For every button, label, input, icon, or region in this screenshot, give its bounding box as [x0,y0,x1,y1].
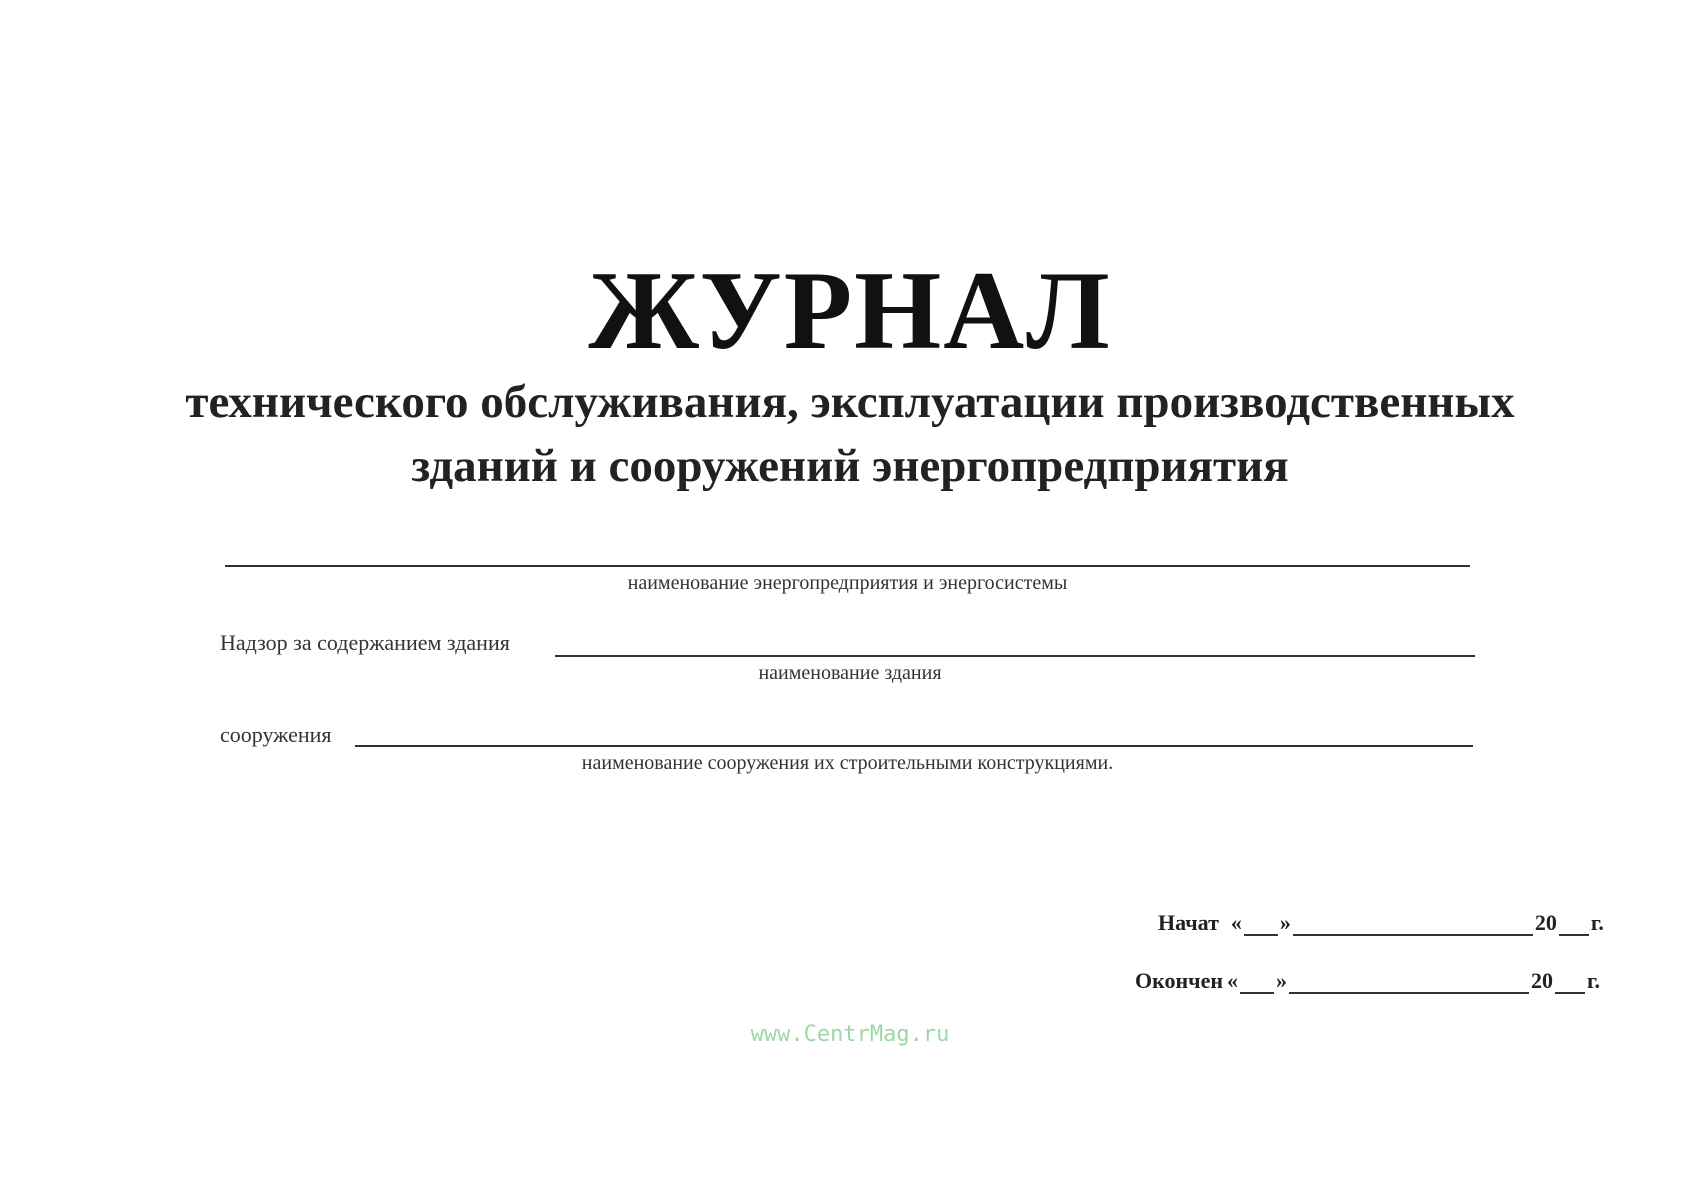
structure-name-line[interactable] [355,745,1473,747]
start-label: Начат [1158,910,1219,935]
start-year-field[interactable] [1559,912,1589,936]
end-year-prefix: 20 [1531,968,1554,993]
structure-label: сооружения [220,722,332,747]
end-label: Окончен [1135,968,1224,993]
building-name-line[interactable] [555,655,1475,657]
start-year-prefix: 20 [1534,910,1557,935]
end-year-suffix: г. [1587,968,1601,993]
end-close-quote: » [1276,968,1288,993]
start-day-field[interactable] [1244,912,1278,936]
start-date-row [1158,910,1604,936]
building-label: Надзор за содержанием здания [220,630,510,655]
subtitle-line-2: зданий и сооружений энергопредприятия [411,440,1289,492]
document-subtitle [60,370,1640,498]
end-date-row [1135,968,1600,994]
building-caption: наименование здания [758,662,942,684]
enterprise-caption: наименование энергопредприятия и энергосистемы [627,572,1068,594]
start-open-quote: « [1230,910,1242,935]
end-year-field[interactable] [1555,970,1585,994]
enterprise-name-line[interactable] [225,565,1470,567]
end-open-quote: « [1227,968,1239,993]
document-title: ЖУРНАЛ [588,249,1112,373]
watermark: www.CentrMag.ru [750,1022,950,1047]
start-close-quote: » [1279,910,1291,935]
subtitle-line-1: технического обслуживания, эксплуатации производственных [185,376,1515,428]
end-day-field[interactable] [1240,970,1274,994]
start-year-suffix: г. [1590,910,1604,935]
structure-caption: наименование сооружения их строительными конструкциями. [581,752,1114,774]
end-month-field[interactable] [1289,970,1529,994]
start-month-field[interactable] [1293,912,1533,936]
